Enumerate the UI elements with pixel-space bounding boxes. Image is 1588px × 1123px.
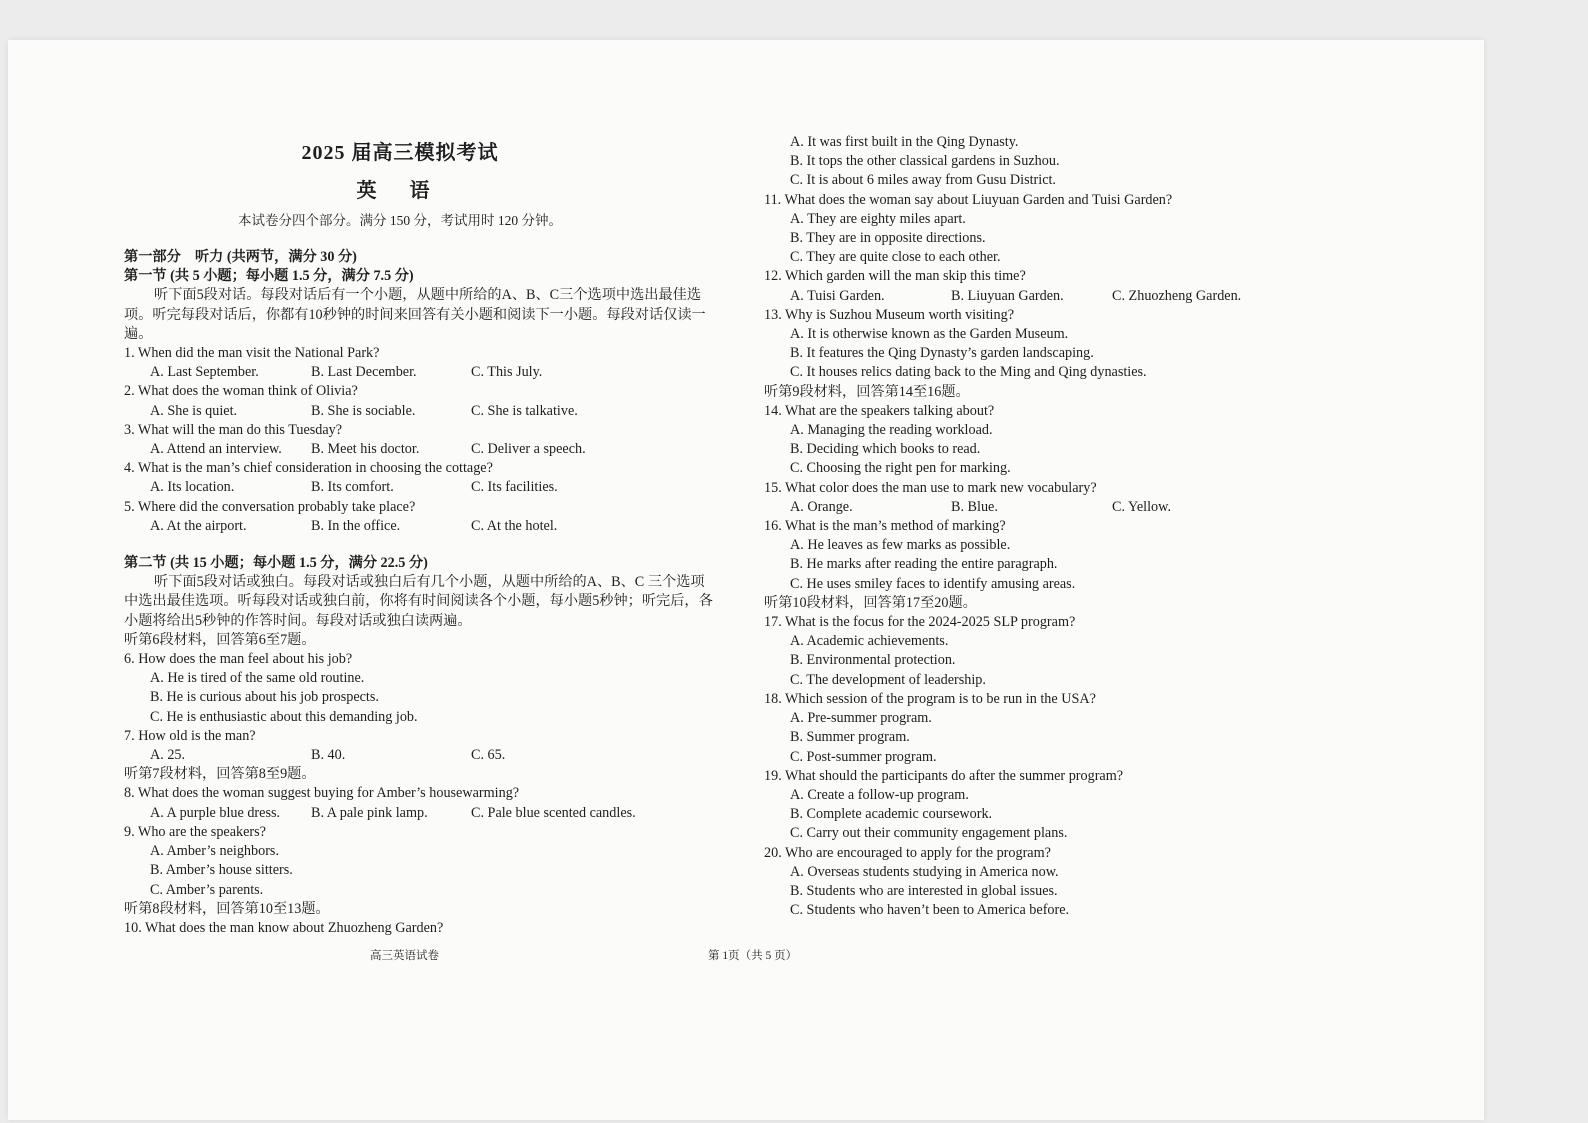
question-9: 9. Who are the speakers? (124, 823, 266, 840)
option-11c[interactable]: C. They are quite close to each other. (790, 249, 1001, 266)
option-10c[interactable]: C. It is about 6 miles away from Gusu District. (790, 172, 1056, 189)
option-10b[interactable]: B. It tops the other classical gardens in Suzhou. (790, 153, 1060, 170)
option-16a[interactable]: A. He leaves as few marks as possible. (790, 537, 1011, 554)
option-15b[interactable]: B. Blue. (951, 498, 998, 515)
option-14a[interactable]: A. Managing the reading workload. (790, 422, 993, 439)
material-10-note: 听第10段材料，回答第17至20题。 (764, 594, 977, 611)
option-19a[interactable]: A. Create a follow-up program. (790, 786, 969, 803)
option-17c[interactable]: C. The development of leadership. (790, 671, 986, 688)
exam-subject: 英 语 (356, 180, 444, 202)
option-16c[interactable]: C. He uses smiley faces to identify amusing areas. (790, 575, 1076, 592)
question-15: 15. What color does the man use to mark new vocabulary? (764, 479, 1097, 496)
option-1b[interactable]: B. Last December. (311, 364, 417, 381)
exam-title: 2025 届高三模拟考试 (301, 142, 499, 164)
option-2c[interactable]: C. She is talkative. (471, 402, 578, 419)
section1-instructions: 听下面5段对话。每段对话后有一个小题，从题中所给的A、B、C三个选项中选出最佳选项。听完每段对话后，你都有10秒钟的时间来回答有关小题和阅读下一小题。每段对话仅读一遍。 (124, 287, 706, 342)
option-9a[interactable]: A. Amber’s neighbors. (150, 843, 279, 860)
option-18a[interactable]: A. Pre-summer program. (790, 710, 932, 727)
question-14: 14. What are the speakers talking about? (764, 402, 995, 419)
options-7 (124, 746, 714, 765)
question-8: 8. What does the woman suggest buying for Amber’s housewarming? (124, 785, 520, 802)
option-15c[interactable]: C. Yellow. (1112, 498, 1171, 515)
option-1a[interactable]: A. Last September. (150, 364, 259, 381)
option-10a[interactable]: A. It was first built in the Qing Dynasty. (790, 134, 1019, 150)
question-7: 7. How old is the man? (124, 727, 256, 744)
option-7a[interactable]: A. 25. (150, 747, 186, 764)
right-column (764, 133, 1324, 920)
question-12: 12. Which garden will the man skip this time? (764, 268, 1026, 285)
option-13c[interactable]: C. It houses relics dating back to the Ming and Qing dynasties. (790, 364, 1147, 381)
option-20c[interactable]: C. Students who haven’t been to America before. (790, 902, 1070, 919)
material-7-note: 听第7段材料，回答第8至9题。 (124, 766, 316, 783)
option-6a[interactable]: A. He is tired of the same old routine. (150, 670, 365, 687)
option-12c[interactable]: C. Zhuozheng Garden. (1112, 287, 1242, 304)
question-19: 19. What should the participants do after the summer program? (764, 767, 1124, 784)
option-6c[interactable]: C. He is enthusiastic about this demanding job. (150, 708, 418, 725)
question-16: 16. What is the man’s method of marking? (764, 518, 1006, 535)
option-12b[interactable]: B. Liuyuan Garden. (951, 287, 1064, 304)
question-18: 18. Which session of the program is to be run in the USA? (764, 690, 1096, 707)
option-3b[interactable]: B. Meet his doctor. (311, 441, 420, 458)
question-13: 13. Why is Suzhou Museum worth visiting? (764, 306, 1014, 323)
option-17a[interactable]: A. Academic achievements. (790, 633, 949, 650)
option-13a[interactable]: A. It is otherwise known as the Garden Museum. (790, 326, 1069, 343)
question-1: 1. When did the man visit the National Park? (124, 345, 380, 362)
option-8b[interactable]: B. A pale pink lamp. (311, 804, 428, 821)
option-7c[interactable]: C. 65. (471, 747, 506, 764)
option-19b[interactable]: B. Complete academic coursework. (790, 806, 993, 823)
option-11a[interactable]: A. They are eighty miles apart. (790, 210, 966, 227)
option-5a[interactable]: A. At the airport. (150, 517, 247, 534)
option-4c[interactable]: C. Its facilities. (471, 479, 558, 496)
left-column (124, 248, 714, 938)
option-13b[interactable]: B. It features the Qing Dynasty’s garden landscaping. (790, 345, 1094, 362)
option-7b[interactable]: B. 40. (311, 747, 346, 764)
option-5c[interactable]: C. At the hotel. (471, 517, 558, 534)
option-8a[interactable]: A. A purple blue dress. (150, 804, 281, 821)
option-11b[interactable]: B. They are in opposite directions. (790, 230, 986, 247)
option-14c[interactable]: C. Choosing the right pen for marking. (790, 460, 1011, 477)
option-3c[interactable]: C. Deliver a speech. (471, 441, 586, 458)
options-8 (124, 804, 714, 823)
option-20a[interactable]: A. Overseas students studying in America now. (790, 863, 1059, 880)
option-17b[interactable]: B. Environmental protection. (790, 652, 956, 669)
option-9b[interactable]: B. Amber’s house sitters. (150, 862, 293, 879)
material-9-note: 听第9段材料，回答第14至16题。 (764, 383, 970, 400)
material-6-note: 听第6段材料，回答第6至7题。 (124, 631, 316, 648)
question-3: 3. What will the man do this Tuesday? (124, 421, 343, 438)
question-2: 2. What does the woman think of Olivia? (124, 383, 358, 400)
option-1c[interactable]: C. This July. (471, 364, 543, 381)
option-6b[interactable]: B. He is curious about his job prospects. (150, 689, 379, 706)
options-2 (124, 402, 714, 421)
question-11: 11. What does the woman say about Liuyuan Garden and Tuisi Garden? (764, 191, 1173, 208)
option-3a[interactable]: A. Attend an interview. (150, 441, 282, 458)
section2-heading: 第二节 (共 15 小题；每小题 1.5 分，满分 22.5 分) (124, 555, 428, 572)
part1-heading: 第一部分 听力 (共两节，满分 30 分) (124, 249, 357, 265)
question-10: 10. What does the man know about Zhuozheng Garden? (124, 919, 444, 936)
option-4b[interactable]: B. Its comfort. (311, 479, 394, 496)
options-5 (124, 517, 714, 536)
options-1 (124, 363, 714, 382)
option-18b[interactable]: B. Summer program. (790, 729, 910, 746)
option-4a[interactable]: A. Its location. (150, 479, 235, 496)
option-19c[interactable]: C. Carry out their community engagement plans. (790, 825, 1068, 842)
option-14b[interactable]: B. Deciding which books to read. (790, 441, 981, 458)
footer-page-number: 第 1页（共 5 页） (708, 950, 798, 962)
option-16b[interactable]: B. He marks after reading the entire paragraph. (790, 556, 1058, 573)
question-5: 5. Where did the conversation probably take place? (124, 498, 416, 515)
option-2b[interactable]: B. She is sociable. (311, 402, 416, 419)
footer-exam-name: 高三英语试卷 (370, 950, 439, 962)
material-8-note: 听第8段材料，回答第10至13题。 (124, 900, 330, 917)
section-gap (124, 536, 714, 554)
option-5b[interactable]: B. In the office. (311, 517, 401, 534)
section2-instructions: 听下面5段对话或独白。每段对话或独白后有几个小题，从题中所给的A、B、C 三个选项中选出最佳选项。听每段对话或独白前，你将有时间阅读各个小题，每小题5秒钟；听完后，各小题将给出5秒钟的作答时间。每段对话或独白读两遍。 (124, 574, 713, 629)
options-3 (124, 440, 714, 459)
option-18c[interactable]: C. Post-summer program. (790, 748, 937, 765)
option-15a[interactable]: A. Orange. (790, 498, 853, 515)
question-17: 17. What is the focus for the 2024-2025 SLP program? (764, 614, 1076, 631)
option-12a[interactable]: A. Tuisi Garden. (790, 287, 885, 304)
question-4: 4. What is the man’s chief consideration in choosing the cottage? (124, 460, 493, 477)
options-15 (764, 498, 1324, 517)
option-2a[interactable]: A. She is quiet. (150, 402, 238, 419)
options-4 (124, 478, 714, 497)
option-9c[interactable]: C. Amber’s parents. (150, 881, 264, 898)
question-20: 20. Who are encouraged to apply for the program? (764, 844, 1051, 861)
question-6: 6. How does the man feel about his job? (124, 651, 353, 668)
option-8c[interactable]: C. Pale blue scented candles. (471, 804, 636, 821)
section1-heading: 第一节 (共 5 小题；每小题 1.5 分，满分 7.5 分) (124, 268, 414, 285)
options-12 (764, 287, 1324, 306)
exam-note: 本试卷分四个部分。满分 150 分，考试用时 120 分钟。 (238, 213, 562, 228)
option-20b[interactable]: B. Students who are interested in global issues. (790, 882, 1058, 899)
